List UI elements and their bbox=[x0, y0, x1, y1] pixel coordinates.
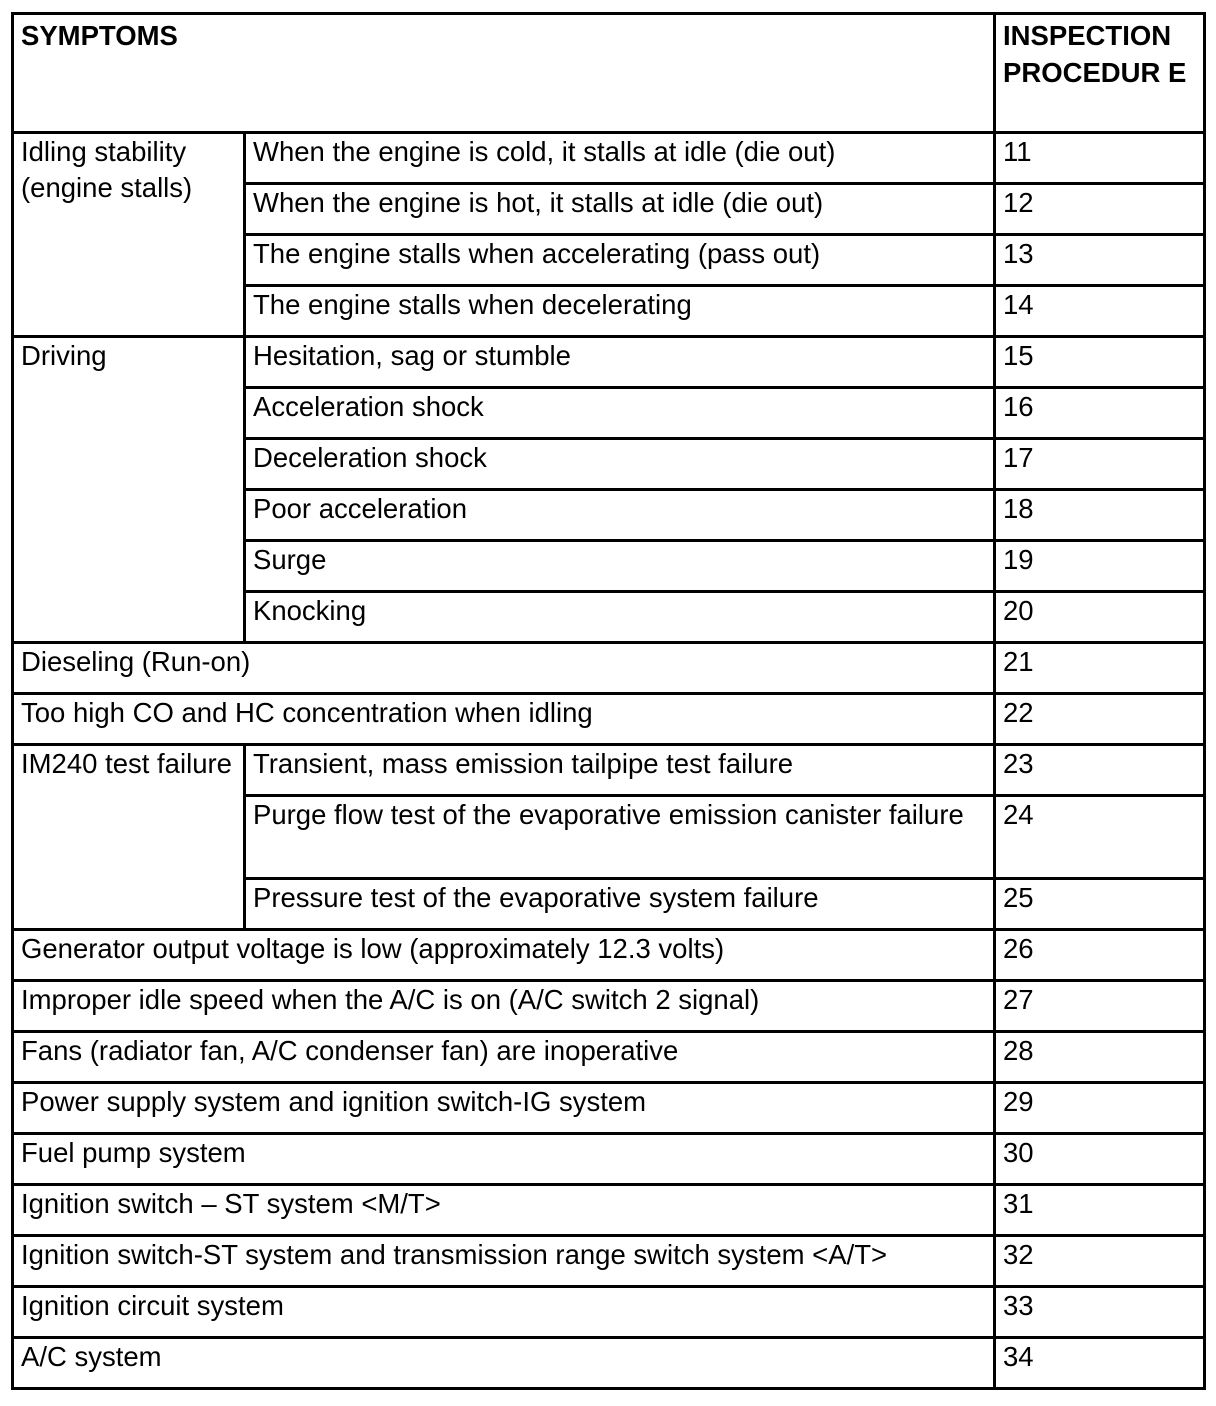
symptom-cell: Surge bbox=[245, 541, 995, 592]
symptoms-table bbox=[11, 12, 1206, 1390]
symptom-cell: Deceleration shock bbox=[245, 439, 995, 490]
procedure-cell: 24 bbox=[995, 796, 1205, 879]
group-driving: Driving bbox=[13, 337, 245, 643]
symptom-cell: Power supply system and ignition switch-IG system bbox=[13, 1083, 995, 1134]
procedure-cell: 18 bbox=[995, 490, 1205, 541]
symptom-cell: The engine stalls when accelerating (pass out) bbox=[245, 235, 995, 286]
procedure-cell: 26 bbox=[995, 930, 1205, 981]
symptom-cell: When the engine is hot, it stalls at idle (die out) bbox=[245, 184, 995, 235]
symptom-cell: Acceleration shock bbox=[245, 388, 995, 439]
symptom-cell: Transient, mass emission tailpipe test failure bbox=[245, 745, 995, 796]
group-idling-stability: Idling stability (engine stalls) bbox=[13, 133, 245, 337]
symptom-cell: Dieseling (Run-on) bbox=[13, 643, 995, 694]
symptom-cell: Fuel pump system bbox=[13, 1134, 995, 1185]
symptom-cell: Generator output voltage is low (approximately 12.3 volts) bbox=[13, 930, 995, 981]
table-row bbox=[13, 1287, 1205, 1338]
table-row bbox=[13, 694, 1205, 745]
inspection-procedure-header: INSPECTION PROCEDUR E bbox=[995, 14, 1205, 133]
symptom-cell: Ignition circuit system bbox=[13, 1287, 995, 1338]
table-row bbox=[13, 1338, 1205, 1389]
procedure-cell: 19 bbox=[995, 541, 1205, 592]
procedure-cell: 16 bbox=[995, 388, 1205, 439]
group-im240: IM240 test failure bbox=[13, 745, 245, 930]
table-row bbox=[13, 745, 1205, 796]
procedure-cell: 23 bbox=[995, 745, 1205, 796]
symptoms-header: SYMPTOMS bbox=[13, 14, 995, 133]
table-row bbox=[13, 133, 1205, 184]
symptom-cell: Hesitation, sag or stumble bbox=[245, 337, 995, 388]
symptom-cell: The engine stalls when decelerating bbox=[245, 286, 995, 337]
procedure-cell: 20 bbox=[995, 592, 1205, 643]
symptom-cell: Too high CO and HC concentration when idling bbox=[13, 694, 995, 745]
symptom-cell: Improper idle speed when the A/C is on (A/C switch 2 signal) bbox=[13, 981, 995, 1032]
symptom-cell: When the engine is cold, it stalls at idle (die out) bbox=[245, 133, 995, 184]
table-row bbox=[13, 1236, 1205, 1287]
header-row bbox=[13, 14, 1205, 133]
procedure-cell: 30 bbox=[995, 1134, 1205, 1185]
symptom-cell: A/C system bbox=[13, 1338, 995, 1389]
table-row bbox=[13, 337, 1205, 388]
symptom-cell: Ignition switch – ST system <M/T> bbox=[13, 1185, 995, 1236]
procedure-cell: 21 bbox=[995, 643, 1205, 694]
procedure-cell: 25 bbox=[995, 879, 1205, 930]
symptom-cell: Poor acceleration bbox=[245, 490, 995, 541]
procedure-cell: 32 bbox=[995, 1236, 1205, 1287]
procedure-cell: 33 bbox=[995, 1287, 1205, 1338]
table-row bbox=[13, 643, 1205, 694]
symptom-cell: Ignition switch-ST system and transmission range switch system <A/T> bbox=[13, 1236, 995, 1287]
procedure-cell: 17 bbox=[995, 439, 1205, 490]
procedure-cell: 11 bbox=[995, 133, 1205, 184]
procedure-cell: 14 bbox=[995, 286, 1205, 337]
procedure-cell: 27 bbox=[995, 981, 1205, 1032]
symptom-cell: Fans (radiator fan, A/C condenser fan) are inoperative bbox=[13, 1032, 995, 1083]
table-row bbox=[13, 930, 1205, 981]
procedure-cell: 29 bbox=[995, 1083, 1205, 1134]
symptom-cell: Pressure test of the evaporative system failure bbox=[245, 879, 995, 930]
symptom-cell: Purge flow test of the evaporative emission canister failure bbox=[245, 796, 995, 879]
table-row bbox=[13, 1032, 1205, 1083]
procedure-cell: 13 bbox=[995, 235, 1205, 286]
procedure-cell: 22 bbox=[995, 694, 1205, 745]
procedure-cell: 34 bbox=[995, 1338, 1205, 1389]
table-row bbox=[13, 1134, 1205, 1185]
table-row bbox=[13, 981, 1205, 1032]
procedure-cell: 28 bbox=[995, 1032, 1205, 1083]
table-row bbox=[13, 1185, 1205, 1236]
table-row bbox=[13, 1083, 1205, 1134]
procedure-cell: 15 bbox=[995, 337, 1205, 388]
procedure-cell: 12 bbox=[995, 184, 1205, 235]
procedure-cell: 31 bbox=[995, 1185, 1205, 1236]
symptom-cell: Knocking bbox=[245, 592, 995, 643]
